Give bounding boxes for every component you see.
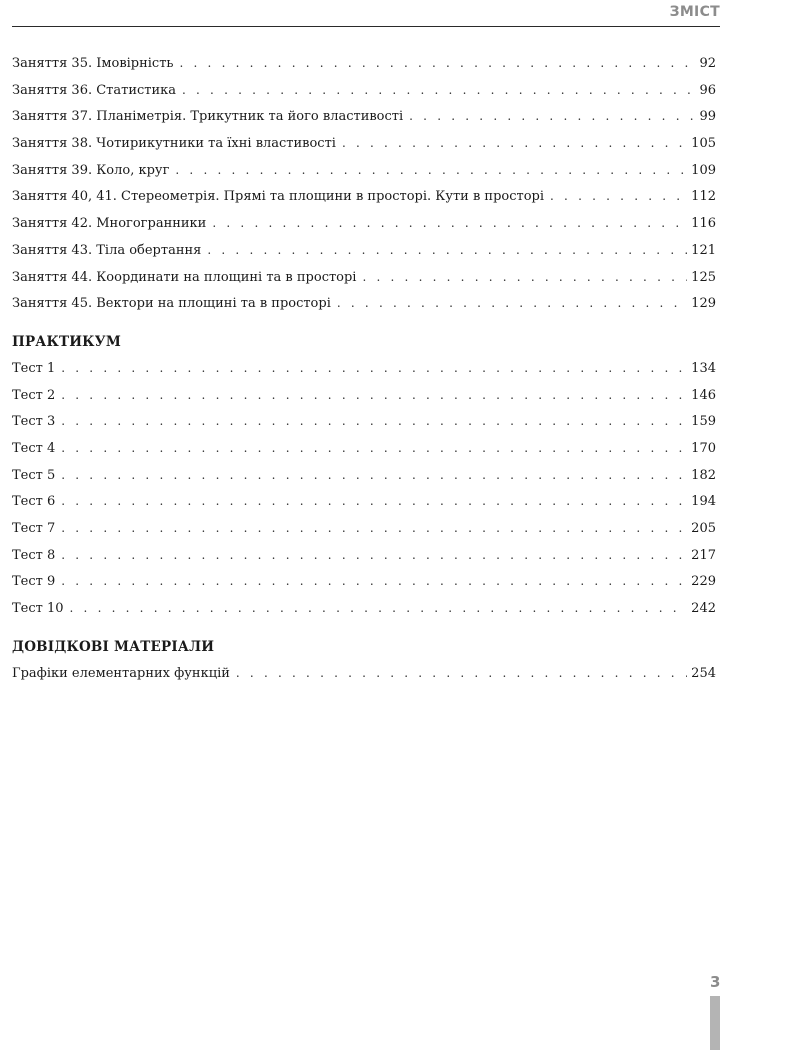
toc-entry-test-3[interactable]	[12, 408, 716, 435]
toc-entry-lesson-42[interactable]	[12, 210, 716, 237]
dot-leader	[61, 462, 687, 489]
toc-entry-label: Тест 3	[12, 414, 56, 430]
toc-entry-lesson-40-41[interactable]	[12, 183, 716, 210]
toc-entry-label: Тест 1	[12, 360, 56, 376]
table-of-contents	[12, 50, 716, 686]
toc-entry-test-2[interactable]	[12, 382, 716, 409]
toc-entry-page: 129	[691, 296, 716, 312]
toc-entry-page: 182	[691, 467, 716, 483]
toc-entry-lesson-43[interactable]	[12, 237, 716, 264]
toc-entry-label: Тест 7	[12, 521, 56, 536]
section-spacer	[12, 622, 716, 634]
toc-entry-page: 92	[699, 56, 716, 71]
toc-entry-test-9[interactable]	[12, 568, 716, 595]
section-heading-practicum: ПРАКТИКУМ	[12, 333, 121, 350]
toc-entry-reference-graphs[interactable]	[12, 660, 716, 687]
toc-entry-test-5[interactable]	[12, 462, 716, 489]
dot-leader	[70, 595, 688, 622]
section-heading-reference: ДОВІДКОВІ МАТЕРІАЛИ	[12, 638, 215, 655]
dot-leader	[342, 130, 687, 157]
toc-entry-page: 205	[691, 521, 716, 536]
toc-entry-lesson-39[interactable]	[12, 157, 716, 184]
toc-entry-label: Заняття 37. Планіметрія. Трикутник та його властивості	[12, 109, 404, 125]
toc-entry-test-7[interactable]	[12, 515, 716, 542]
dot-leader	[61, 435, 687, 462]
toc-entry-label: Заняття 35. Імовірність	[12, 56, 174, 71]
toc-entry-page: 146	[691, 387, 716, 403]
toc-entry-page: 170	[691, 440, 716, 456]
dot-leader	[236, 660, 687, 687]
dot-leader	[179, 50, 695, 77]
dot-leader	[182, 77, 695, 104]
toc-entry-test-6[interactable]	[12, 488, 716, 515]
toc-entry-test-1[interactable]	[12, 355, 716, 382]
dot-leader	[61, 382, 687, 409]
toc-entry-page: 159	[691, 414, 716, 430]
toc-entry-page: 254	[691, 665, 716, 681]
toc-entry-page: 194	[691, 494, 716, 510]
toc-entry-test-8[interactable]	[12, 542, 716, 569]
dot-leader	[61, 542, 687, 569]
toc-entry-page: 99	[699, 109, 716, 125]
toc-entry-page: 229	[691, 574, 716, 590]
toc-entry-page: 96	[699, 82, 716, 98]
toc-entry-label: Тест 8	[12, 547, 56, 563]
dot-leader	[362, 264, 687, 291]
dot-leader	[207, 237, 687, 264]
toc-entry-label: Заняття 38. Чотирикутники та їхні властивості	[12, 136, 336, 152]
dot-leader	[61, 408, 687, 435]
toc-entry-page: 125	[691, 269, 716, 285]
toc-entry-lesson-35[interactable]	[12, 50, 716, 77]
toc-entry-label: Заняття 42. Многогранники	[12, 216, 207, 232]
toc-entry-label: Тест 9	[12, 574, 56, 590]
toc-entry-page: 217	[691, 547, 716, 563]
toc-entry-lesson-38[interactable]	[12, 130, 716, 157]
toc-entry-label: Заняття 40, 41. Стереометрія. Прямі та площини в просторі. Кути в просторі	[12, 189, 545, 205]
toc-entry-label: Тест 5	[12, 467, 56, 483]
toc-entry-label: Тест 2	[12, 387, 56, 403]
toc-entry-lesson-44[interactable]	[12, 264, 716, 291]
toc-entry-page: 116	[691, 216, 716, 232]
toc-entry-lesson-36[interactable]	[12, 77, 716, 104]
toc-entry-label: Тест 6	[12, 494, 56, 510]
toc-entry-lesson-37[interactable]	[12, 103, 716, 130]
toc-entry-label: Тест 10	[12, 601, 64, 617]
toc-entry-label: Заняття 39. Коло, круг	[12, 162, 170, 178]
toc-entry-test-10[interactable]	[12, 595, 716, 622]
page-edge-bar	[710, 996, 720, 1050]
toc-entry-label: Графіки елементарних функцій	[12, 665, 230, 681]
dot-leader	[337, 290, 687, 317]
section-spacer	[12, 317, 716, 329]
toc-entry-page: 112	[691, 189, 716, 205]
toc-entry-page: 134	[691, 360, 716, 376]
page-number: 3	[710, 973, 721, 991]
dot-leader	[61, 568, 687, 595]
toc-entry-page: 105	[691, 136, 716, 152]
dot-leader	[61, 355, 687, 382]
toc-entry-label: Заняття 43. Тіла обертання	[12, 242, 202, 258]
toc-entry-label: Тест 4	[12, 440, 56, 456]
header-title: ЗМІСТ	[669, 4, 720, 20]
dot-leader	[61, 488, 687, 515]
toc-entry-lesson-45[interactable]	[12, 290, 716, 317]
running-header	[12, 0, 720, 27]
dot-leader	[409, 103, 695, 130]
dot-leader	[212, 210, 687, 237]
dot-leader	[61, 515, 687, 542]
dot-leader	[175, 157, 687, 184]
dot-leader	[550, 183, 687, 210]
toc-entry-label: Заняття 36. Статистика	[12, 82, 176, 98]
toc-entry-page: 242	[691, 601, 716, 617]
toc-entry-page: 109	[691, 162, 716, 178]
toc-entry-label: Заняття 45. Вектори на площині та в просторі	[12, 296, 331, 312]
toc-entry-page: 121	[691, 242, 716, 258]
toc-entry-label: Заняття 44. Координати на площині та в просторі	[12, 269, 357, 285]
toc-entry-test-4[interactable]	[12, 435, 716, 462]
